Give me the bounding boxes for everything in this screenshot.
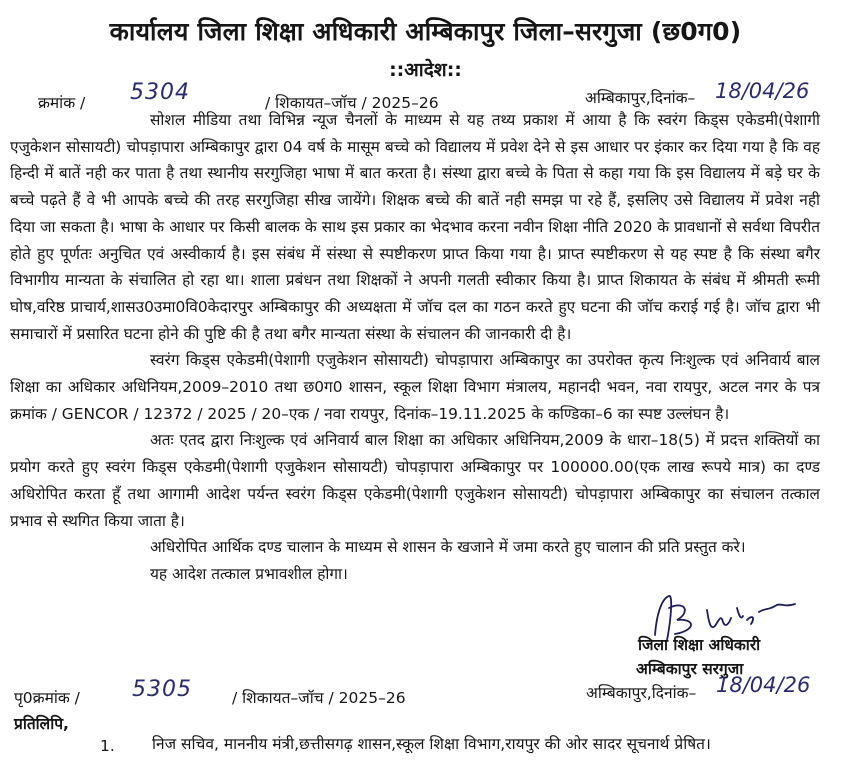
signature-place: अम्बिकापुर सरगुजा [636, 660, 744, 678]
ref-number-handwritten: 5304 [130, 80, 190, 105]
paragraph-2: स्वरंग किड्स एकेडमी(पेशागी एजुकेशन सोसायटी) चोपड़ापारा अम्बिकापुर का उपरोक्त कृत्य निःशुल्क एवं अनिवार्य बाल शिक्षा का अधिकार अधिनियम,2009–2010 तथा छ0ग0 शासन, स्कूल शिक्षा विभाग मंत्रालय, महानदी भवन, नवा रायपुर, अटल नगर के पत्र क्रमांक / GENCOR / 12372 / 2025 / 20–एक / नवा रायपुर, दिनांक–19.11.2025 के कण्डिका–6 का स्पष्ट उल्लंघन है। [10, 351, 820, 423]
ref-date-handwritten: 18/04/26 [715, 79, 810, 103]
ref-date-label: अम्बिकापुर,दिनांक– [585, 89, 696, 107]
copy-item-number: 1. [100, 737, 115, 755]
copy-ref-subject: / शिकायत–जॉच / 2025–26 [232, 689, 406, 707]
signature-designation: जिला शिक्षा अधिकारी [638, 636, 761, 654]
copy-ref-date-handwritten: 18/04/26 [716, 673, 811, 697]
paragraph-5: यह आदेश तत्काल प्रभावशील होगा। [150, 564, 348, 583]
ref-prefix: क्रमांक / [38, 94, 86, 112]
paragraph-4: अधिरोपित आर्थिक दण्ड चालान के माध्यम से शासन के खजाने में जमा करते हुए चालान की प्रति प्रस्तुत करे। [150, 538, 746, 557]
paragraph-3: अतः एतद द्वारा निःशुल्क एवं अनिवार्य बाल शिक्षा का अधिकार अधिनियम,2009 के धारा–18(5) में प्रदत्त शक्तियों का प्रयोग करते हुए स्वरंग किड्स एकेडमी(पेशागी एजुकेशन सोसायटी) चोपड़ापारा अम्बिकापुर पर 100000.00(एक लाख रूपये मात्र) का दण्ड अधिरोपित करता हूँ तथा आगामी आदेश पर्यन्त स्वरंग किड्स एकेडमी(पेशागी एजुकेशन सोसायटी) चोपड़ापारा अम्बिकापुर का संचालन तत्काल प्रभाव से स्थगित किया जाता है। [10, 431, 820, 530]
order-body [10, 107, 820, 588]
paragraph-1: सोशल मीडिया तथा विभिन्न न्यूज चैनलों के माध्यम से यह तथ्य प्रकाश में आया है कि स्वरंग किड्स एकेडमी(पेशागी एजुकेशन सोसायटी) चोपड़ापारा अम्बिकापुर द्वारा 04 वर्ष के मासूम बच्चे को विद्यालय में प्रवेश देने से इस आधार पर इंकार कर दिया गया है कि वह हिन्दी में बातें नही कर पाता है तथा स्थानीय सरगुजिहा भाषा में बात करता है। संस्था द्वारा बच्चे के पिता से कहा गया कि इस विद्यालय में बड़े घर के बच्चे पढ़ते हैं वे भी आपके बच्चे की तरह सरगुजिहा सीख जायेंगे। शिक्षक बच्चे की बातें नही समझ पा रहे हैं, इसलिए उसे विद्यालय में प्रवेश नही दिया जा सकता है। भाषा के आधार पर किसी बालक के साथ इस प्रकार का भेदभाव करना नवीन शिक्षा नीति 2020 के प्रावधानों से सर्वथा विपरीत होते हुए पूर्णतः अनुचित एवं अस्वीकार्य है। इस संबंध में संस्था से स्पष्टीकरण प्राप्त किया गया है। प्राप्त स्पष्टीकरण से यह स्पष्ट है कि संस्था बगैर विभागीय मान्यता के संचालित हो रहा था। शाला प्रबंधन तथा शिक्षकों ने अपनी गलती स्वीकार किया है। प्राप्त शिकायत के संबंध में श्रीमती रूमी घोष,वरिष्ठ प्राचार्य,शासउ0उमा0वि0केदारपुर अम्बिकापुर की अध्यक्षता में जॉच दल का गठन करते हुए घटना की जॉच कराई गई है। जॉच द्वारा भी समाचारों में प्रसारित घटना होने की पुष्टि की है तथा बगैर मान्यता संस्था के संचालन की जानकारी दी है। [10, 111, 820, 343]
copy-ref-date-label: अम्बिकापुर,दिनांक– [586, 684, 697, 702]
office-title: कार्यालय जिला शिक्षा अधिकारी अम्बिकापुर जिला–सरगुजा (छ0ग0) [109, 17, 742, 46]
order-heading: ::आदेश:: [389, 59, 462, 81]
copy-ref-prefix: पृ0क्रमांक / [14, 689, 80, 707]
copy-list-label: प्रतिलिपि, [14, 715, 69, 733]
ref-subject: / शिकायत–जॉच / 2025–26 [265, 94, 439, 112]
copy-ref-number-handwritten: 5305 [132, 677, 192, 702]
copy-item-text: निज सचिव, माननीय मंत्री,छत्तीसगढ़ शासन,स्कूल शिक्षा विभाग,रायपुर की ओर सादर सूचनार्थ प्रेषित। [152, 735, 711, 753]
